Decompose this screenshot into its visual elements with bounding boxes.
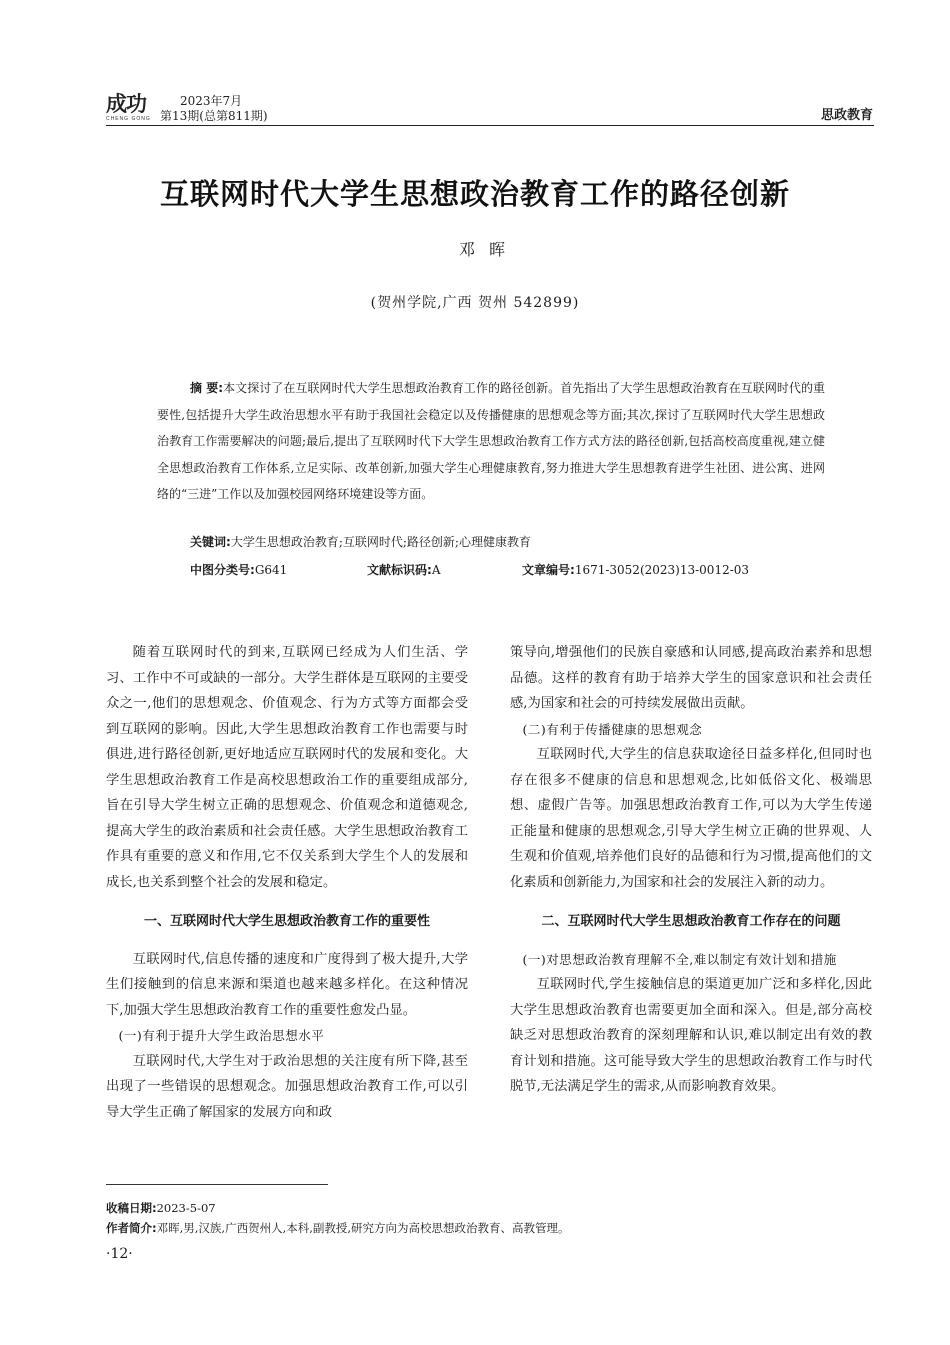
article-number	[522, 561, 749, 578]
abstract-text: 本文探讨了在互联网时代大学生思想政治教育工作的路径创新。首先指出了大学生思想政治教育在互联网时代的重要性,包括提升大学生政治思想水平有助于我国社会稳定以及传播健康的思想观念等方面;其次,探讨了互联网时代大学生思想政治教育工作需要解决的问题;最后,提出了互联网时代下大学生思想政治教育工作方式方法的路径创新,包括高校高度重视,建立健全思想政治教育工作体系,立足实际、改革创新,加强大学生心理健康教育,努力推进大学生思想教育进学生社团、进公寓、进网络的“三进”工作以及加强校园网络环境建设等方面。	[157, 381, 825, 501]
doc-code-label: 文献标识码:	[367, 563, 432, 577]
clc-code	[190, 561, 287, 578]
subheading-2-1: (一)对思想政治教育理解不全,难以制定有效计划和措施	[522, 951, 837, 967]
issue-number: 第13期(总第811期)	[160, 109, 268, 123]
abstract	[157, 375, 825, 508]
keywords	[190, 533, 531, 550]
keywords-text: 大学生思想政治教育;互联网时代;路径创新;心理健康教育	[230, 535, 531, 549]
issue-date: 2023年7月	[180, 94, 243, 108]
subsection-1-2-paragraph: 互联网时代,大学生的信息获取途径日益多样化,但同时也存在很多不健康的信息和思想观念,比如低俗文化、极端思想、虚假广告等。加强思想政治教育工作,可以为大学生传递正能量和健康的思想观念,引导大学生树立正确的世界观、人生观和价值观,培养他们良好的品德和行为习惯,提高他们的文化素质和创新能力,为国家和社会的发展注入新的动力。	[510, 747, 872, 890]
header-rule	[106, 125, 874, 126]
logo-subtext: CHENG GONG	[106, 116, 151, 122]
subsection-2-1-paragraph: 互联网时代,学生接触信息的渠道更加广泛和多样化,因此大学生思想政治教育也需要更加全面和深入。但是,部分高校缺乏对思想政治教育的深刻理解和认识,难以制定出有效的教育计划和措施。这可能导致大学生的思想政治教育工作与时代脱节,无法满足学生的需求,从而影响教育效果。	[510, 977, 872, 1094]
subsection-1-1-paragraph-a: 互联网时代,大学生对于政治思想的关注度有所下降,甚至出现了一些错误的思想观念。加强思想政治教育工作,可以引导大学生正确了解国家的发展方向和政	[106, 1053, 468, 1120]
article-title: 互联网时代大学生思想政治教育工作的路径创新	[159, 177, 790, 211]
author-bio	[106, 1220, 570, 1236]
article-number-label: 文章编号:	[522, 563, 575, 577]
bio-label: 作者简介:	[106, 1221, 157, 1235]
body-column-left	[106, 640, 468, 1125]
issue-info	[160, 94, 268, 124]
bio-text: 邓晖,男,汉族,广西贺州人,本科,副教授,研究方向为高校思想政治教育、高教管理。	[156, 1221, 570, 1235]
body-column-right	[510, 640, 872, 1100]
abstract-label: 摘 要:	[190, 381, 224, 395]
article-author: 邓晖	[458, 240, 519, 259]
author-affiliation: (贺州学院,广西 贺州 542899)	[370, 295, 580, 311]
received-value: 2023-5-07	[156, 1201, 216, 1215]
received-label: 收稿日期:	[106, 1201, 157, 1215]
section-label: 思政教育	[820, 108, 873, 123]
clc-label: 中图分类号:	[190, 563, 255, 577]
subheading-1-2: (二)有利于传播健康的思想观念	[522, 721, 703, 737]
subsection-1-1-paragraph-b: 策导向,增强他们的民族自豪感和认同感,提高政治素养和思想品德。这样的教育有助于培养大学生的国家意识和社会责任感,为国家和社会的可持续发展做出贡献。	[510, 645, 872, 711]
section-1-paragraph: 互联网时代,信息传播的速度和广度得到了极大提升,大学生们接触到的信息来源和渠道也越来越多样化。在这种情况下,加强大学生思想政治教育工作的重要性愈发凸显。	[106, 951, 468, 1018]
page-number: ·12·	[106, 1246, 133, 1262]
article-number-value: 1671-3052(2023)13-0012-03	[574, 563, 750, 577]
received-date	[106, 1200, 216, 1216]
keywords-label: 关键词:	[190, 535, 231, 549]
logo-text: 成功	[106, 91, 146, 116]
section-heading-2: 二、互联网时代大学生思想政治教育工作存在的问题	[541, 914, 841, 929]
doc-code	[367, 561, 440, 578]
footnote-rule	[106, 1184, 328, 1185]
clc-value: G641	[254, 563, 288, 577]
journal-logo	[106, 93, 154, 125]
intro-paragraph: 随着互联网时代的到来,互联网已经成为人们生活、学习、工作中不可或缺的一部分。大学生群体是互联网的主要受众之一,他们的思想观念、价值观念、行为方式等方面都会受到互联网的影响。因此,大学生思想政治教育工作也需要与时俱进,进行路径创新,更好地适应互联网时代的发展和变化。大学生思想政治教育工作是高校思想政治工作的重要组成部分,旨在引导大学生树立正确的思想观念、价值观念和道德观念,提高大学生的政治素质和社会责任感。大学生思想政治教育工作具有重要的意义和作用,它不仅关系到大学生个人的发展和成长,也关系到整个社会的发展和稳定。	[106, 645, 468, 890]
section-heading-1: 一、互联网时代大学生思想政治教育工作的重要性	[143, 914, 430, 929]
subheading-1-1: (一)有利于提升大学生政治思想水平	[118, 1028, 325, 1043]
doc-code-value: A	[431, 563, 441, 577]
